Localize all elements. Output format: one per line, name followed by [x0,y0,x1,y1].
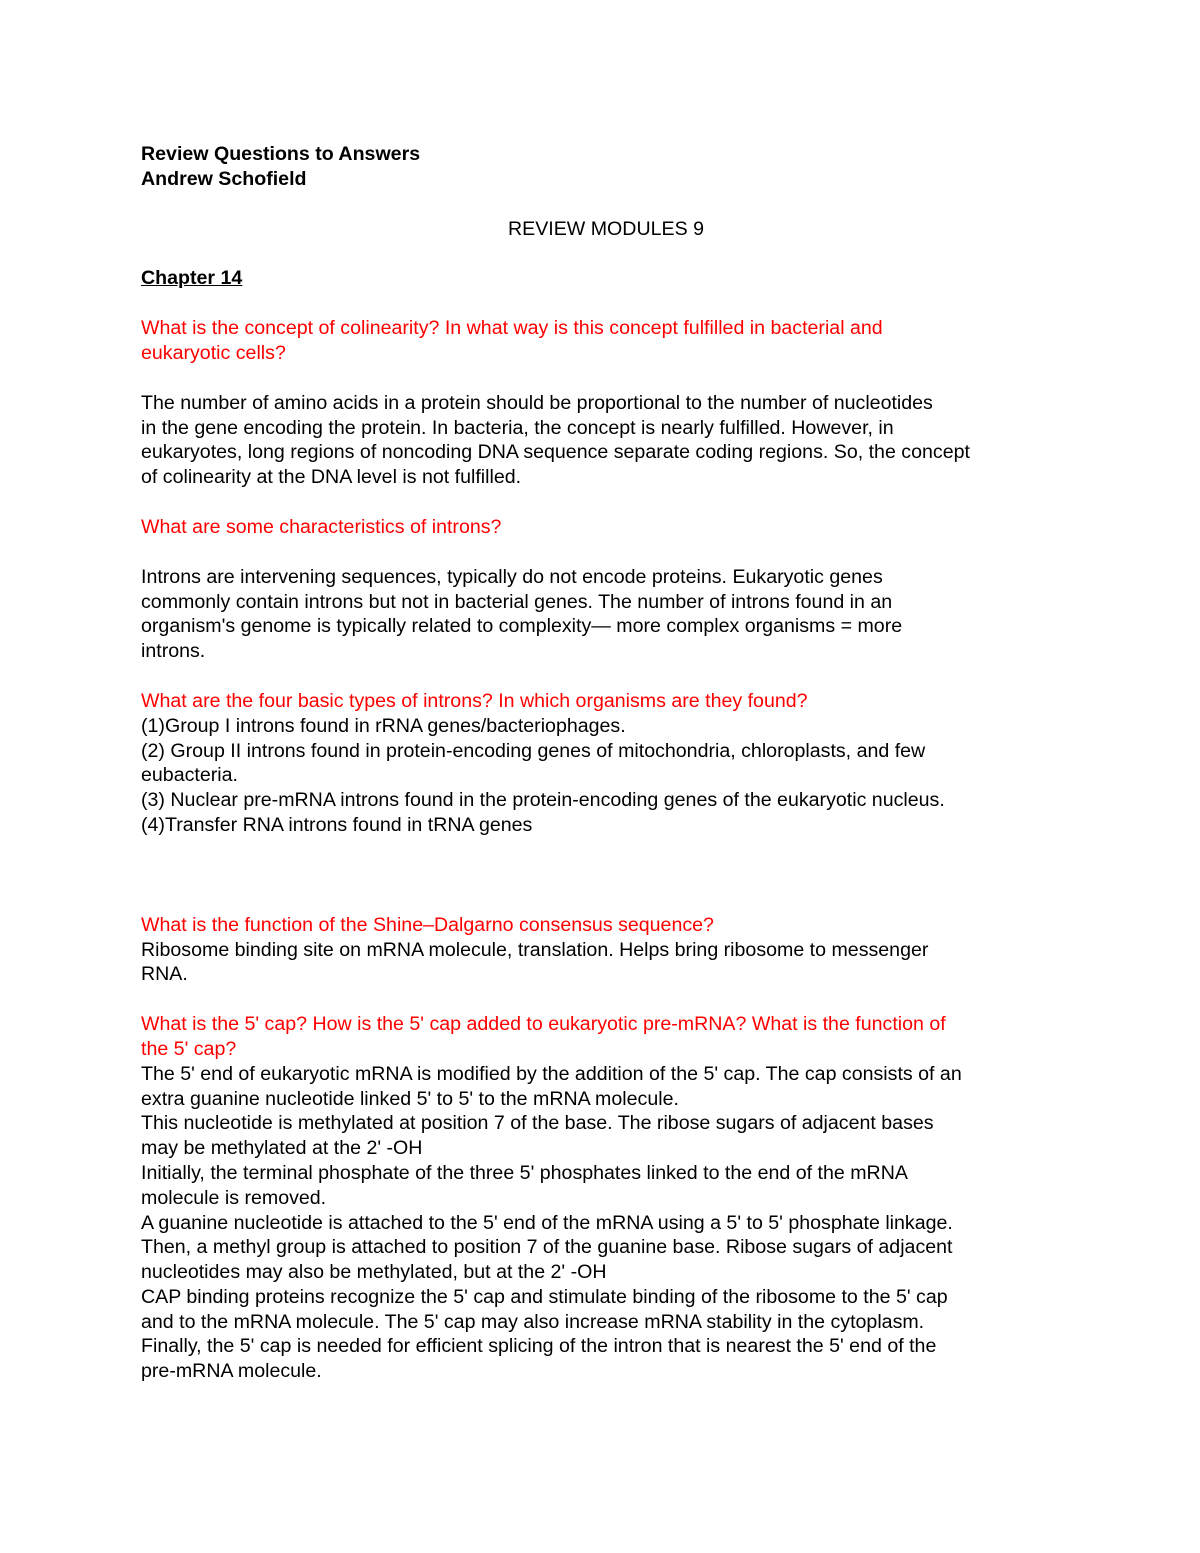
document-page [141,142,1071,1384]
answer-line: Then, a methyl group is attached to position 7 of the guanine base. Ribose sugars of adjacent [141,1236,953,1259]
answer-line: Finally, the 5' cap is needed for efficient splicing of the intron that is nearest the 5' end of the [141,1335,937,1358]
chapter-heading: Chapter 14 [141,267,243,290]
answer-line: (3) Nuclear pre-mRNA introns found in the protein-encoding genes of the eukaryotic nucleus. [141,789,945,812]
document-author: Andrew Schofield [141,167,307,190]
qa-section-colinearity [141,316,1071,490]
question-line: eukaryotic cells? [141,341,286,364]
answer-line: Ribosome binding site on mRNA molecule, translation. Helps bring ribosome to messenger [141,938,929,961]
answer-line: and to the mRNA molecule. The 5' cap may also increase mRNA stability in the cytoplasm. [141,1310,925,1333]
answer-line: A guanine nucleotide is attached to the 5' end of the mRNA using a 5' to 5' phosphate linkage. [141,1211,953,1234]
answer-line: Introns are intervening sequences, typically do not encode proteins. Eukaryotic genes [141,565,883,588]
answer-line: (1)Group I introns found in rRNA genes/bacteriophages. [141,714,626,737]
question-line: the 5' cap? [141,1037,237,1060]
answer-line: introns. [141,640,206,663]
question-line: What is the concept of colinearity? In what way is this concept fulfilled in bacterial and [141,317,883,340]
qa-section-intron-characteristics [141,515,1071,664]
answer-line: CAP binding proteins recognize the 5' cap and stimulate binding of the ribosome to the 5' cap [141,1285,948,1308]
answer-line: eukaryotes, long regions of noncoding DNA sequence separate coding regions. So, the concept [141,441,970,464]
answer-line: extra guanine nucleotide linked 5' to 5' to the mRNA molecule. [141,1087,679,1110]
answer-line: pre-mRNA molecule. [141,1360,322,1383]
answer-line: (4)Transfer RNA introns found in tRNA genes [141,813,533,836]
answer-line: (2) Group II introns found in protein-encoding genes of mitochondria, chloroplasts, and few [141,739,926,762]
answer-line: The 5' end of eukaryotic mRNA is modified by the addition of the 5' cap. The cap consists of an [141,1062,962,1085]
answer-line: of colinearity at the DNA level is not fulfilled. [141,466,522,489]
module-heading: REVIEW MODULES 9 [508,217,704,240]
answer-line: nucleotides may also be methylated, but at the 2' -OH [141,1261,607,1284]
answer-line: in the gene encoding the protein. In bacteria, the concept is nearly fulfilled. However, in [141,416,894,439]
answer-line: organism's genome is typically related to complexity— more complex organisms = more [141,615,903,638]
question-line: What are some characteristics of introns? [141,515,502,538]
qa-section-5-prime-cap [141,1012,1071,1384]
answer-line: may be methylated at the 2' -OH [141,1137,423,1160]
answer-line: commonly contain introns but not in bacterial genes. The number of introns found in an [141,590,893,613]
document-title: Review Questions to Answers [141,143,421,165]
answer-line: The number of amino acids in a protein should be proportional to the number of nucleotides [141,391,933,414]
answer-line: eubacteria. [141,764,238,787]
qa-section-intron-types [141,689,1071,838]
answer-line: This nucleotide is methylated at position 7 of the base. The ribose sugars of adjacent bases [141,1112,934,1135]
answer-line: molecule is removed. [141,1186,327,1209]
answer-line: Initially, the terminal phosphate of the three 5' phosphates linked to the end of the mRNA [141,1161,908,1184]
question-line: What is the 5' cap? How is the 5' cap added to eukaryotic pre-mRNA? What is the function of [141,1013,946,1036]
question-line: What are the four basic types of introns? In which organisms are they found? [141,689,808,712]
answer-line: RNA. [141,963,188,986]
question-line: What is the function of the Shine–Dalgarno consensus sequence? [141,913,714,936]
qa-section-shine-dalgarno [141,913,1071,987]
